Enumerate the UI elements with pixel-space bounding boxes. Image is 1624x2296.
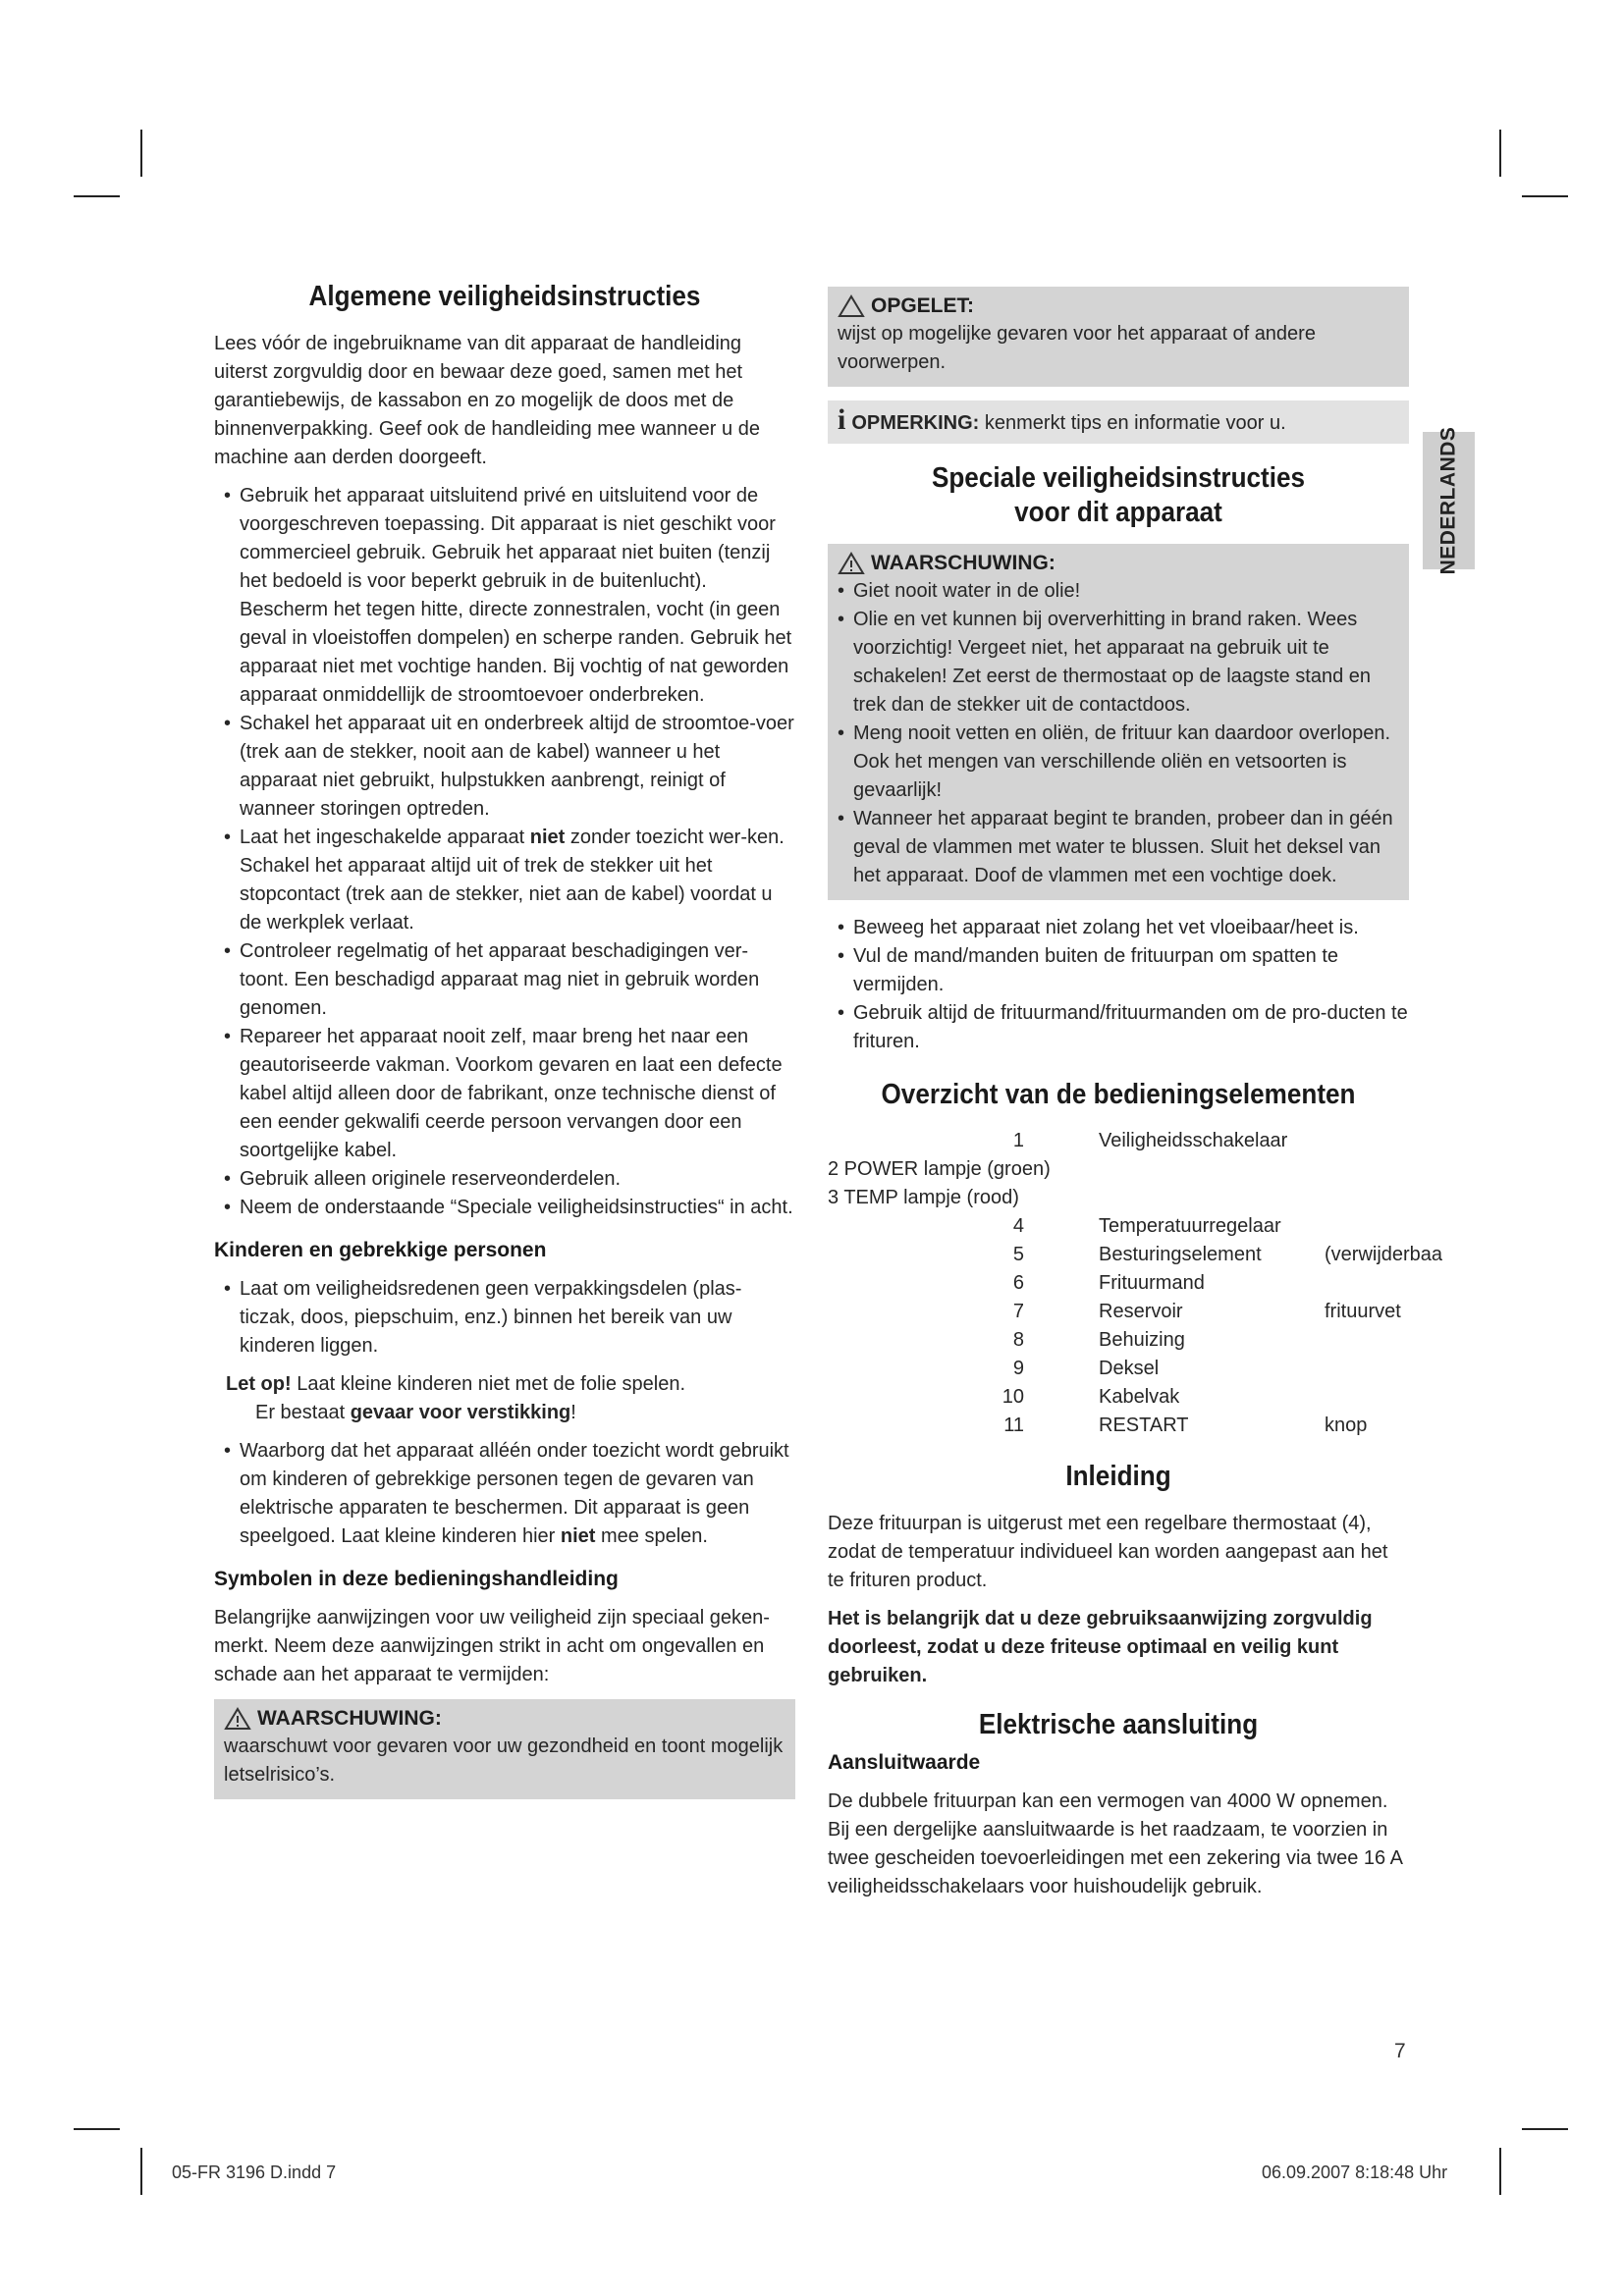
- list-item: • Vul de mand/manden buiten de frituurpan om spatten te vermijden.: [828, 942, 1409, 999]
- list-item: • Gebruik alleen originele reserveonderdelen.: [214, 1165, 795, 1194]
- control-label: Veiligheidsschakelaar: [1099, 1130, 1288, 1152]
- list-item: • Giet nooit water in de olie!: [838, 577, 1399, 606]
- control-extra: (verwijderbaa: [1325, 1244, 1443, 1266]
- crop-mark: [74, 195, 120, 197]
- attention-label: Let op!: [226, 1373, 292, 1396]
- table-row: [828, 1326, 1515, 1355]
- control-extra: [1325, 1383, 1515, 1412]
- control-number: 9: [1012, 1358, 1024, 1380]
- language-tab: [1423, 426, 1475, 575]
- emphasis-text: niet: [560, 1525, 596, 1548]
- language-tab-label: NEDERLANDS: [1436, 426, 1460, 575]
- text-span: mee spelen.: [595, 1525, 708, 1548]
- control-number: 7: [1012, 1301, 1024, 1323]
- control-label: Kabelvak: [1099, 1386, 1180, 1409]
- control-label: Deksel: [1099, 1358, 1160, 1380]
- warning-box-2: [828, 544, 1409, 900]
- control-label: Reservoir: [1099, 1301, 1183, 1323]
- note-box: [828, 400, 1409, 444]
- table-row: [828, 1412, 1515, 1440]
- electrical-connection-title: Elektrische aansluiting: [978, 1709, 1259, 1741]
- list-item: • Beweeg het apparaat niet zolang het vet vloeibaar/heet is.: [828, 914, 1409, 942]
- children-heading: Kinderen en gebrekkige personen: [214, 1238, 547, 1261]
- table-row: [828, 1184, 1515, 1212]
- control-full: 3 TEMP lampje (rood): [828, 1187, 1019, 1209]
- list-item: • Controleer regelmatig of het apparaat beschadigingen ver-toont. Een beschadigd apparaat mag niet in gebruik worden genomen.: [214, 937, 795, 1023]
- attention-line-2: [226, 1399, 795, 1427]
- caution-box-text: wijst op mogelijke gevaren voor het apparaat of andere voorwerpen.: [838, 323, 1316, 373]
- crop-mark: [140, 2148, 142, 2195]
- table-row: [828, 1212, 1515, 1241]
- connection-value-heading: Aansluitwaarde: [828, 1750, 981, 1774]
- warning-box-text: waarschuwt voor gevaren voor uw gezondheid en toont mogelijk letselrisico’s.: [224, 1735, 784, 1787]
- control-label: Temperatuurregelaar: [1099, 1215, 1281, 1238]
- controls-overview-title: Overzicht van de bedieningselementen: [881, 1078, 1356, 1110]
- table-row: [828, 1127, 1515, 1155]
- footer-timestamp: 06.09.2007 8:18:48 Uhr: [1262, 2163, 1448, 2182]
- symbols-paragraph: Belangrijke aanwijzingen voor uw veiligheid zijn speciaal geken-merkt. Neem deze aanwijzingen strikt in acht om ongevallen en schade aan het apparaat te vermijden:: [214, 1607, 770, 1686]
- table-row: [828, 1155, 1515, 1184]
- list-item: • Schakel het apparaat uit en onderbreek altijd de stroomtoe-voer (trek aan de stekker, nooit aan de kabel) wanneer u het apparaat niet gebruikt, hulpstukken aanbrengt, reinigt of wanneer storingen optreden.: [214, 710, 795, 824]
- control-label: Besturingselement: [1099, 1244, 1262, 1266]
- control-number: 6: [1012, 1272, 1024, 1295]
- warning-box: [214, 1699, 795, 1799]
- list-item: • Wanneer het apparaat begint te branden, probeer dan in géén geval de vlammen met water te blussen. Sluit het deksel van het apparaat. Doof de vlammen met een vochtige doek.: [838, 805, 1399, 890]
- list-item: [214, 1437, 795, 1551]
- info-icon: i: [838, 403, 846, 436]
- text-span: Laat het ingeschakelde apparaat: [240, 826, 530, 848]
- control-extra: [1325, 1326, 1515, 1355]
- warning-triangle-icon: [838, 552, 865, 575]
- emphasis-text: gevaar voor verstikking: [350, 1402, 571, 1424]
- control-number: 5: [1012, 1244, 1024, 1266]
- table-row: [828, 1241, 1515, 1269]
- special-safety-title-line-1: Speciale veiligheidsinstructies: [931, 462, 1306, 494]
- emphasis-text: niet: [529, 826, 566, 848]
- text-span: !: [570, 1402, 576, 1424]
- page-number: 7: [1394, 2040, 1406, 2062]
- warning-box-2-header: [838, 550, 1399, 577]
- note-box-text: kenmerkt tips en informatie voor u.: [979, 412, 1286, 434]
- attention-line-1: [226, 1370, 795, 1399]
- general-safety-list: [214, 482, 795, 1222]
- introduction-title: Inleiding: [1065, 1461, 1171, 1493]
- control-full: 2 POWER lampje (groen): [828, 1158, 1051, 1181]
- special-safety-title: [857, 461, 1380, 530]
- list-item: • Olie en vet kunnen bij oververhitting in brand raken. Wees voorzichtig! Vergeet niet, het apparaat na gebruik uit te schakelen! Zet eerst de thermostaat op de laagste stand en trek dan de stekker uit de contactdoos.: [838, 606, 1399, 720]
- text-span: Laat kleine kinderen niet met de folie spelen.: [291, 1373, 686, 1396]
- crop-mark: [74, 2128, 120, 2130]
- control-number: 10: [1001, 1386, 1024, 1409]
- footer-file-info: 05-FR 3196 D.indd 7: [172, 2163, 337, 2182]
- warning-box-2-list: [838, 577, 1399, 890]
- control-extra: knop: [1325, 1415, 1368, 1437]
- introduction-bold-paragraph: Het is belangrijk dat u deze gebruiksaanwijzing zorgvuldig doorleest, zodat u deze friteuse optimaal en veilig kunt gebruiken.: [828, 1608, 1373, 1687]
- warning-triangle-icon: [224, 1707, 251, 1731]
- control-number: 8: [1012, 1329, 1024, 1352]
- symbols-heading: Symbolen in deze bedieningshandleiding: [214, 1568, 619, 1591]
- text-span: Er bestaat: [255, 1402, 351, 1424]
- control-number: 4: [1012, 1215, 1024, 1238]
- list-item: • Gebruik altijd de frituurmand/frituurmanden om de pro-ducten te frituren.: [828, 999, 1409, 1056]
- controls-table: [828, 1127, 1515, 1440]
- control-extra: [1325, 1212, 1515, 1241]
- warning-box-header: [224, 1705, 785, 1733]
- caution-box-title: OPGELET:: [871, 294, 975, 317]
- control-extra: [1325, 1127, 1515, 1155]
- caution-box-header: [838, 293, 1399, 320]
- list-item: • Repareer het apparaat nooit zelf, maar breng het naar een geautoriseerde vakman. Voorkom gevaren en laat een defecte kabel altijd alleen door de fabrikant, onze technische dienst of een eender gekwalifi ceerde persoon vervangen door een soortgelijke kabel.: [214, 1023, 795, 1165]
- control-number: 1: [1012, 1130, 1024, 1152]
- list-item: • Meng nooit vetten en oliën, de frituur kan daardoor overlopen. Ook het mengen van verschillende oliën en vetsoorten is gevaarlijk!: [838, 720, 1399, 805]
- table-row: [828, 1355, 1515, 1383]
- general-intro-paragraph: Lees vóór de ingebruikname van dit apparaat de handleiding uiterst zorgvuldig door en bewaar deze goed, samen met het garantiebewijs, de kassabon en zo mogelijk de doos met de binnenverpakking. Geef ook de handleiding mee wanneer u de machine aan derden doorgeeft.: [214, 332, 760, 468]
- control-extra: [1325, 1355, 1515, 1383]
- control-label: Behuizing: [1099, 1329, 1185, 1352]
- warning-box-2-title: WAARSCHUWING:: [871, 551, 1056, 574]
- control-label: Frituurmand: [1099, 1272, 1205, 1295]
- children-list: [214, 1275, 795, 1361]
- warning-box-title: WAARSCHUWING:: [257, 1707, 442, 1731]
- children-list-2: [214, 1437, 795, 1551]
- table-row: [828, 1269, 1515, 1298]
- crop-mark: [140, 130, 142, 177]
- control-extra: [1325, 1269, 1515, 1298]
- list-item: • Neem de onderstaande “Speciale veiligheidsinstructies“ in acht.: [214, 1194, 795, 1222]
- text-span: zonder toezicht wer-ken. Schakel het apparaat altijd uit of trek de stekker uit het stopcontact (trek aan de stekker, niet aan de kabel) voordat u de werkplek verlaat.: [240, 826, 785, 934]
- list-item: [214, 824, 795, 937]
- caution-triangle-icon: [838, 294, 865, 318]
- table-row: [828, 1383, 1515, 1412]
- electrical-paragraph: De dubbele frituurpan kan een vermogen van 4000 W opnemen. Bij een dergelijke aansluitwaarde is het raadzaam, te voorzien in twee gescheiden toevoerleidingen met een zekering via twee 16 A veiligheidsschakelaars voor huishoudelijk gebruik.: [828, 1790, 1402, 1898]
- introduction-paragraph: Deze frituurpan is uitgerust met een regelbare thermostaat (4), zodat de temperatuur individueel kan worden aangepast aan het te frituren product.: [828, 1513, 1388, 1592]
- note-box-line: [838, 403, 1399, 438]
- crop-mark: [1522, 195, 1568, 197]
- crop-mark: [1499, 130, 1501, 177]
- crop-mark: [1499, 2148, 1501, 2195]
- caution-box: [828, 287, 1409, 387]
- special-safety-title-line-2: voor dit apparaat: [1014, 496, 1222, 528]
- special-safety-list: [828, 914, 1409, 1056]
- control-extra: frituurvet: [1325, 1301, 1401, 1323]
- general-safety-title: Algemene veiligheidsinstructies: [308, 281, 701, 312]
- crop-mark: [1522, 2128, 1568, 2130]
- right-column: [828, 287, 1443, 1911]
- table-row: [828, 1298, 1515, 1326]
- list-item: • Gebruik het apparaat uitsluitend privé en uitsluitend voor de voorgeschreven toepassing. Dit apparaat is niet geschikt voor commercieel gebruik. Gebruik het apparaat niet buiten (tenzij het bedoeld is voor beperkt gebruik in de buitenlucht). Bescherm het tegen hitte, directe zonnestralen, vocht (in geen geval in vloeistoffen dompelen) en scherpe randen. Gebruik het apparaat niet met vochtige handen. Bij vochtig of nat geworden apparaat onmiddellijk de stroomtoevoer onderbreken.: [214, 482, 795, 710]
- note-box-title: OPMERKING:: [851, 412, 980, 434]
- list-item: • Laat om veiligheidsredenen geen verpakkingsdelen (plas-ticzak, doos, piepschuim, enz.) binnen het bereik van uw kinderen liggen.: [214, 1275, 795, 1361]
- control-label: RESTART: [1099, 1415, 1189, 1437]
- left-column: [214, 280, 795, 1813]
- text-span: Waarborg dat het apparaat alléén onder toezicht wordt gebruikt om kinderen of gebrekkige personen tegen de gevaren van elektrische apparaten te beschermen. Dit apparaat is geen speelgoed. Laat kleine kinderen hier: [240, 1440, 789, 1548]
- control-number: 11: [1003, 1415, 1024, 1437]
- attention-note: [214, 1370, 795, 1427]
